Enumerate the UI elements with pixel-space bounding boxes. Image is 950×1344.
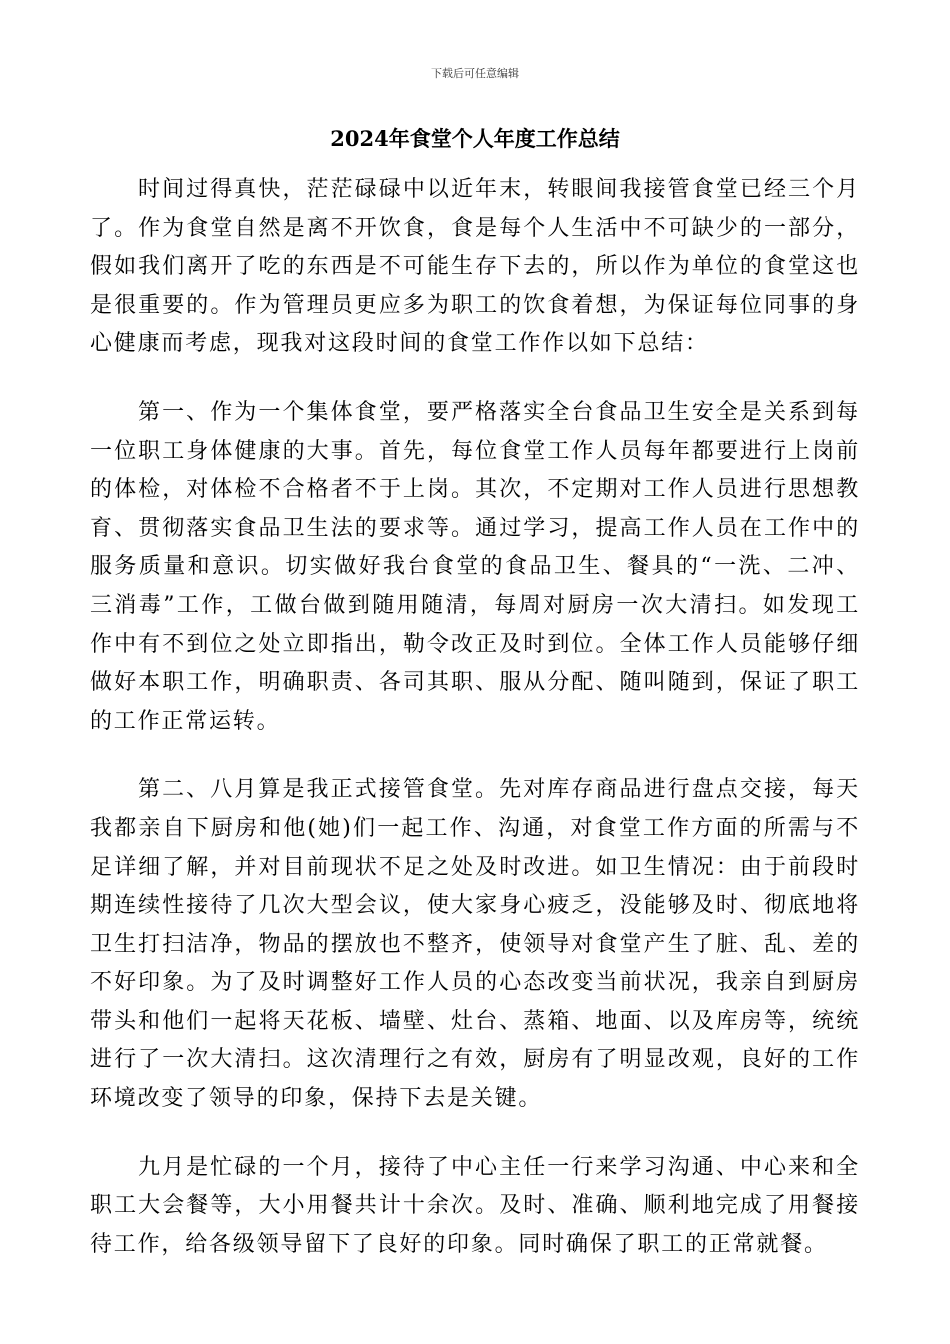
document-body xyxy=(90,171,860,1294)
paragraph-second: 第二、八月算是我正式接管食堂。先对库存商品进行盘点交接，每天我都亲自下厨房和他(她)们一起工作、沟通，对食堂工作方面的所需与不足详细了解，并对目前现状不足之处及时改进。如卫生情况：由于前段时期连续性接待了几次大型会议，使大家身心疲乏，没能够及时、彻底地将卫生打扫洁净，物品的摆放也不整齐，使领导对食堂产生了脏、乱、差的不好印象。为了及时调整好工作人员的心态改变当前状况，我亲自到厨房带头和他们一起将天花板、墙壁、灶台、蒸箱、地面、以及库房等，统统进行了一次大清扫。这次清理行之有效，厨房有了明显改观，良好的工作环境改变了领导的印象，保持下去是关键。 xyxy=(90,777,860,1112)
paragraph-september: 九月是忙碌的一个月，接待了中心主任一行来学习沟通、中心来和全职工大会餐等，大小用餐共计十余次。及时、准确、顺利地完成了用餐接待工作，给各级领导留下了良好的印象。同时确保了职工的正常就餐。 xyxy=(90,1154,860,1257)
document-title: 2024年食堂个人年度工作总结 xyxy=(330,126,620,151)
header-note: 下载后可任意编辑 xyxy=(431,67,519,80)
paragraph-intro: 时间过得真快，茫茫碌碌中以近年末，转眼间我接管食堂已经三个月了。作为食堂自然是离不开饮食，食是每个人生活中不可缺少的一部分，假如我们离开了吃的东西是不可能生存下去的，所以作为单位的食堂这也是很重要的。作为管理员更应多为职工的饮食着想，为保证每位同事的身心健康而考虑，现我对这段时间的食堂工作作以如下总结： xyxy=(90,177,860,357)
paragraph-first: 第一、作为一个集体食堂，要严格落实全台食品卫生安全是关系到每一位职工身体健康的大事。首先，每位食堂工作人员每年都要进行上岗前的体检，对体检不合格者不于上岗。其次，不定期对工作人员进行思想教育、贯彻落实食品卫生法的要求等。通过学习，提高工作人员在工作中的服务质量和意识。切实做好我台食堂的食品卫生、餐具的“一洗、二冲、三消毒”工作，工做台做到随用随清，每周对厨房一次大清扫。如发现工作中有不到位之处立即指出，勒令改正及时到位。全体工作人员能够仔细做好本职工作，明确职责、各司其职、服从分配、随叫随到，保证了职工的工作正常运转。 xyxy=(90,399,860,734)
